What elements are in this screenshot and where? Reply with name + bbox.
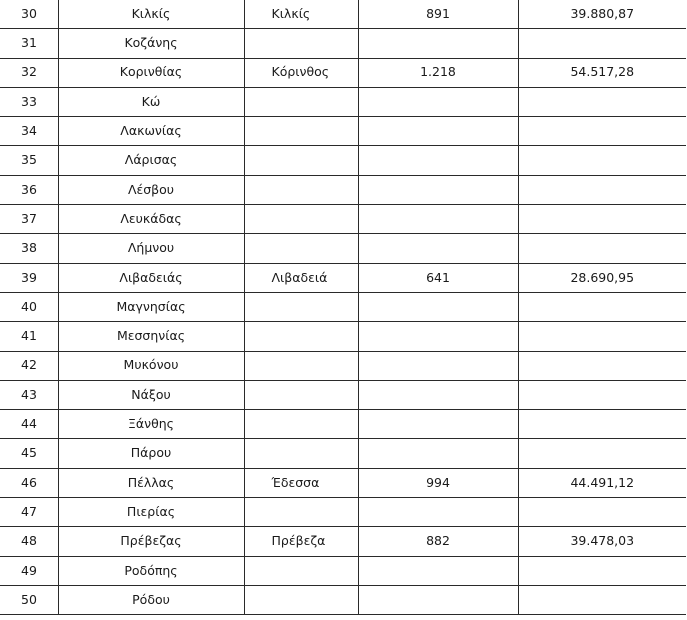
count-cell: [358, 175, 518, 204]
region-name-cell: Λέσβου: [58, 175, 244, 204]
row-number-cell: 40: [0, 292, 58, 321]
region-name-cell: Πιερίας: [58, 498, 244, 527]
row-number-cell: 45: [0, 439, 58, 468]
count-cell: 891: [358, 0, 518, 29]
table-row: [0, 234, 686, 263]
amount-cell: 44.491,12: [518, 468, 686, 497]
row-number-cell: 33: [0, 87, 58, 116]
amount-cell: 54.517,28: [518, 58, 686, 87]
table-row: [0, 439, 686, 468]
row-number-cell: 48: [0, 527, 58, 556]
amount-cell: [518, 498, 686, 527]
region-name-cell: Ροδόπης: [58, 556, 244, 585]
row-number-cell: 46: [0, 468, 58, 497]
region-name-cell: Μυκόνου: [58, 351, 244, 380]
region-name-cell: Ξάνθης: [58, 410, 244, 439]
row-number-cell: 39: [0, 263, 58, 292]
amount-cell: [518, 410, 686, 439]
count-cell: 1.218: [358, 58, 518, 87]
table-row: [0, 380, 686, 409]
region-name-cell: Νάξου: [58, 380, 244, 409]
row-number-cell: 42: [0, 351, 58, 380]
count-cell: [358, 439, 518, 468]
table-row: [0, 263, 686, 292]
amount-cell: 28.690,95: [518, 263, 686, 292]
count-cell: 882: [358, 527, 518, 556]
region-name-cell: Λάρισας: [58, 146, 244, 175]
region-name-cell: Λακωνίας: [58, 117, 244, 146]
table-row: [0, 556, 686, 585]
amount-cell: [518, 87, 686, 116]
region-name-cell: Κοζάνης: [58, 29, 244, 58]
count-cell: [358, 556, 518, 585]
row-number-cell: 34: [0, 117, 58, 146]
table-row: [0, 468, 686, 497]
amount-cell: [518, 175, 686, 204]
region-name-cell: Λιβαδειάς: [58, 263, 244, 292]
city-name-cell: Κιλκίς: [244, 0, 358, 29]
city-name-cell: [244, 175, 358, 204]
region-name-cell: Πρέβεζας: [58, 527, 244, 556]
count-cell: 641: [358, 263, 518, 292]
count-cell: [358, 498, 518, 527]
row-number-cell: 47: [0, 498, 58, 527]
city-name-cell: [244, 234, 358, 263]
region-name-cell: Κιλκίς: [58, 0, 244, 29]
amount-cell: [518, 234, 686, 263]
region-name-cell: Κορινθίας: [58, 58, 244, 87]
city-name-cell: [244, 498, 358, 527]
city-name-cell: [244, 117, 358, 146]
table-row: [0, 175, 686, 204]
city-name-cell: [244, 410, 358, 439]
city-name-cell: Κόρινθος: [244, 58, 358, 87]
count-cell: [358, 351, 518, 380]
count-cell: [358, 380, 518, 409]
amount-cell: 39.478,03: [518, 527, 686, 556]
city-name-cell: [244, 146, 358, 175]
count-cell: [358, 234, 518, 263]
row-number-cell: 31: [0, 29, 58, 58]
table-row: [0, 292, 686, 321]
amount-cell: [518, 585, 686, 614]
amount-cell: 39.880,87: [518, 0, 686, 29]
region-name-cell: Λευκάδας: [58, 205, 244, 234]
table-row: [0, 29, 686, 58]
city-name-cell: [244, 29, 358, 58]
table-row: [0, 146, 686, 175]
count-cell: 994: [358, 468, 518, 497]
count-cell: [358, 292, 518, 321]
count-cell: [358, 585, 518, 614]
amount-cell: [518, 322, 686, 351]
region-name-cell: Μεσσηνίας: [58, 322, 244, 351]
table-row: [0, 87, 686, 116]
region-name-cell: Πάρου: [58, 439, 244, 468]
row-number-cell: 50: [0, 585, 58, 614]
count-cell: [358, 410, 518, 439]
city-name-cell: [244, 585, 358, 614]
amount-cell: [518, 292, 686, 321]
amount-cell: [518, 205, 686, 234]
table-row: [0, 410, 686, 439]
table-row: [0, 527, 686, 556]
row-number-cell: 37: [0, 205, 58, 234]
row-number-cell: 30: [0, 0, 58, 29]
city-name-cell: [244, 322, 358, 351]
city-name-cell: [244, 439, 358, 468]
table-row: [0, 58, 686, 87]
count-cell: [358, 322, 518, 351]
region-name-cell: Πέλλας: [58, 468, 244, 497]
row-number-cell: 38: [0, 234, 58, 263]
amount-cell: [518, 117, 686, 146]
table-row: [0, 351, 686, 380]
row-number-cell: 32: [0, 58, 58, 87]
row-number-cell: 43: [0, 380, 58, 409]
row-number-cell: 35: [0, 146, 58, 175]
amount-cell: [518, 380, 686, 409]
count-cell: [358, 29, 518, 58]
city-name-cell: [244, 556, 358, 585]
city-name-cell: [244, 292, 358, 321]
amount-cell: [518, 29, 686, 58]
city-name-cell: [244, 380, 358, 409]
count-cell: [358, 87, 518, 116]
city-name-cell: Λιβαδειά: [244, 263, 358, 292]
city-name-cell: [244, 87, 358, 116]
region-name-cell: Ρόδου: [58, 585, 244, 614]
count-cell: [358, 146, 518, 175]
region-name-cell: Μαγνησίας: [58, 292, 244, 321]
count-cell: [358, 117, 518, 146]
row-number-cell: 41: [0, 322, 58, 351]
city-name-cell: [244, 351, 358, 380]
amount-cell: [518, 146, 686, 175]
table-row: [0, 322, 686, 351]
table-row: [0, 117, 686, 146]
city-name-cell: Πρέβεζα: [244, 527, 358, 556]
row-number-cell: 36: [0, 175, 58, 204]
row-number-cell: 49: [0, 556, 58, 585]
table-row: [0, 585, 686, 614]
count-cell: [358, 205, 518, 234]
amount-cell: [518, 556, 686, 585]
region-name-cell: Κώ: [58, 87, 244, 116]
table-row: [0, 498, 686, 527]
table-row: [0, 205, 686, 234]
amount-cell: [518, 351, 686, 380]
city-name-cell: Έδεσσα: [244, 468, 358, 497]
table-row: [0, 0, 686, 29]
region-name-cell: Λήμνου: [58, 234, 244, 263]
row-number-cell: 44: [0, 410, 58, 439]
amount-cell: [518, 439, 686, 468]
city-name-cell: [244, 205, 358, 234]
